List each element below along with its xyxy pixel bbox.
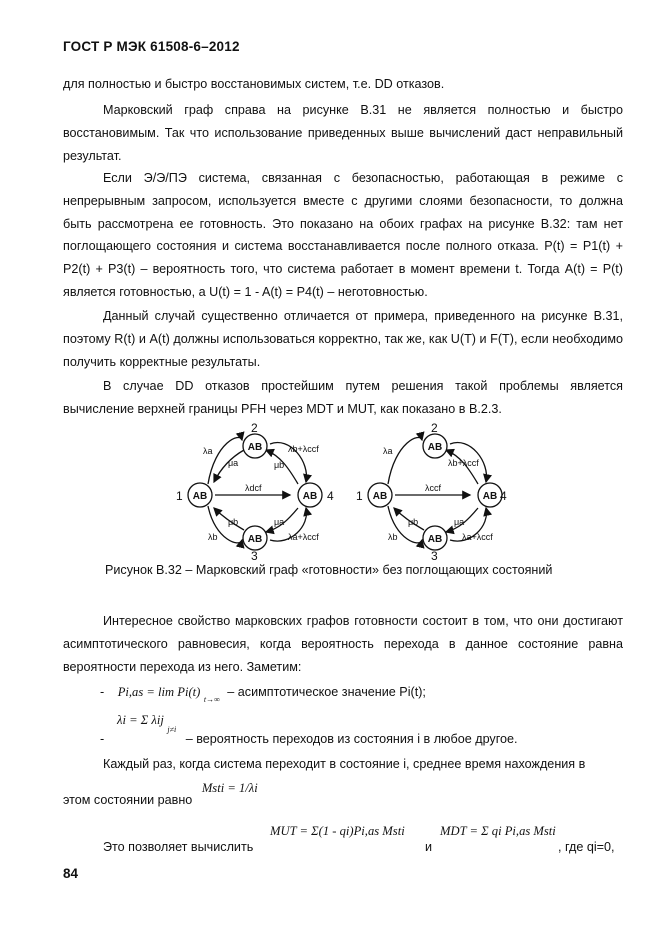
svg-text:μa: μa <box>454 517 465 527</box>
node-label: AB <box>247 534 263 545</box>
markov-graph-figure <box>170 421 507 563</box>
node-label: AB <box>247 442 263 453</box>
figure-caption: Рисунок В.32 – Марковский граф «готовности» без поглощающих состояний <box>105 563 553 577</box>
node-label: AB <box>302 491 318 502</box>
svg-text:μa: μa <box>274 517 285 527</box>
paragraph-3: Данный случай существенно отличается от примера, приведенного на рисунке В.31, поэтому R(t) и A(t) должны использоваться корректно, так же, как U(T) и F(T), если необходимо получить корректные результаты. <box>63 309 623 369</box>
svg-text:AB: AB <box>372 491 388 502</box>
mdt-formula: MDT = Σ qi Pi,as Msti <box>440 824 556 838</box>
paragraph-0: для полностью и быстро восстановимых систем, т.е. DD отказов. <box>63 77 445 91</box>
svg-text:μb: μb <box>228 517 239 527</box>
svg-text:λb+λccf: λb+λccf <box>448 458 479 468</box>
mut-formula: MUT = Σ(1 - qi)Pi,as Msti <box>270 824 405 838</box>
svg-text:μa: μa <box>228 458 239 468</box>
paragraph-4: В случае DD отказов простейшим путем решения такой проблемы является вычисление верхней границы PFH через MDT и MUT, как показано в В.2.3. <box>63 379 623 416</box>
svg-text:λa: λa <box>203 446 213 456</box>
svg-text:λa: λa <box>383 446 393 456</box>
svg-text:μb: μb <box>274 460 285 470</box>
list-item-2: λi = Σ λij $_{j\ne i}$ <box>117 713 177 734</box>
svg-text:μb: μb <box>408 517 419 527</box>
svg-text:λb: λb <box>388 532 398 542</box>
svg-text:λccf: λccf <box>425 483 442 493</box>
svg-text:AB: AB <box>482 491 498 502</box>
tail-line-3: Это позволяет вычислить <box>103 840 254 854</box>
page-number: 84 <box>63 866 79 881</box>
list-item-1: - Pi,as = lim Pi(t) $_{t\to\infty}$ – асимптотическое значение Pi(t); <box>100 685 426 704</box>
paragraph-5: Интересное свойство марковских графов готовности состоит в том, что они достигают асимптотического равновесия, когда вероятность перехода в данное состояние равна вероятности перехода из него. Заметим: <box>63 614 623 674</box>
svg-text:3: 3 <box>431 549 438 563</box>
and-word: и <box>425 840 433 854</box>
state-4: 4 <box>327 489 334 503</box>
list-item-2-text: - – вероятность переходов из состояния i в любое другое. <box>100 732 518 746</box>
svg-text:AB: AB <box>427 534 443 545</box>
svg-text:λb+λccf: λb+λccf <box>288 444 319 454</box>
tail-end: , где qi=0, <box>558 840 615 854</box>
svg-text:λdcf: λdcf <box>245 483 262 493</box>
node-label: AB <box>192 491 208 502</box>
tail-line-1: Каждый раз, когда система переходит в состояние i, среднее время нахождения в <box>103 757 586 771</box>
state-2: 2 <box>251 421 258 435</box>
document-header: ГОСТ Р МЭК 61508-6–2012 <box>63 39 240 54</box>
svg-text:λa+λccf: λa+λccf <box>288 532 319 542</box>
paragraph-1: Марковский граф справа на рисунке В.31 не является полностью и быстро восстановимым. Так что использование приведенных выше вычислений даст неправильный результат. <box>63 103 623 163</box>
state-1: 1 <box>176 489 183 503</box>
svg-text:4: 4 <box>500 489 507 503</box>
state-3: 3 <box>251 549 258 563</box>
svg-text:AB: AB <box>427 442 443 453</box>
svg-text:λb: λb <box>208 532 218 542</box>
paragraph-2: Если Э/Э/ПЭ система, связанная с безопасностью, работающая в режиме с непрерывным запросом, используется вместе с другими слоями безопасности, то должна быть рассмотрена ее готовность. Это показано на обоих графах на рисунке В.32: там нет поглощающего состояния и система восстанавливается после полного отказа. P(t) = P1(t) + P2(t) + P3(t) – вероятность того, что система работает в момент времени t. Тогда A(t) = P(t) является готовностью, а U(t) = 1 - A(t) = P4(t) – неготовностью. <box>63 171 623 299</box>
svg-text:1: 1 <box>356 489 363 503</box>
tail-line-2: этом состоянии равно Msti = 1/λi <box>63 781 258 807</box>
svg-text:2: 2 <box>431 421 438 435</box>
svg-text:λa+λccf: λa+λccf <box>462 532 493 542</box>
